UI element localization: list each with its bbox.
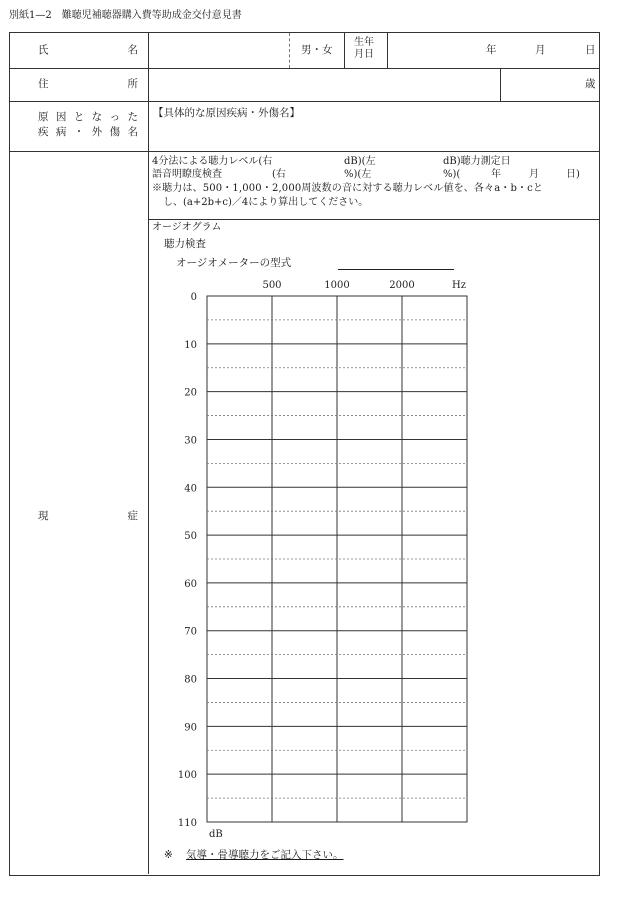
x-tick-label: 500 [262, 280, 282, 291]
y-tick-label: 110 [177, 818, 197, 829]
speech-date-open: %)( [443, 169, 461, 180]
audiometer-model-field[interactable] [338, 269, 454, 270]
y-tick-label: 80 [184, 674, 197, 686]
speech-test-label: 語音明瞭度検査 [152, 169, 222, 180]
cause-label-line1: 原 因 と な っ た [38, 111, 138, 123]
speech-day: 日) [566, 169, 580, 180]
x-tick-label: 1000 [324, 280, 350, 291]
speech-year: 年 [491, 169, 501, 180]
hearing-level-label: 4分法による聴力レベル(右 [152, 156, 273, 167]
audiogram-chart[interactable] [150, 272, 480, 842]
x-tick-label: 2000 [389, 280, 415, 291]
year-unit: 年 [486, 44, 497, 56]
audiogram-label: オージオグラム [152, 222, 222, 233]
hearing-date-label: dB)聴力測定日 [443, 156, 511, 167]
y-tick-label: 20 [184, 387, 197, 399]
y-tick-label: 60 [184, 578, 197, 590]
footer-note: 気導・骨導聴力をご記入下さい。 [186, 849, 344, 861]
dob-label-line2: 月日 [354, 49, 374, 60]
y-tick-label: 0 [190, 292, 197, 303]
dob-label-line1: 生年 [354, 37, 374, 48]
gender-select[interactable]: 男・女 [301, 44, 333, 56]
hearing-test-label: 聴力検査 [164, 238, 206, 250]
audiometer-model-label: オージオメーターの型式 [176, 257, 292, 269]
age-unit: 歳 [585, 78, 596, 90]
speech-right: (右 [272, 169, 286, 180]
current-symptoms-label: 現 症 [38, 510, 138, 522]
y-tick-label: 50 [184, 531, 197, 543]
speech-month: 月 [529, 169, 539, 180]
name-label: 氏 名 [38, 44, 138, 56]
footer-note-mark: ※ [164, 849, 173, 861]
y-tick-label: 100 [177, 770, 197, 782]
calc-note-line1: ※聴力は、500・1,000・2,000周波数の音に対する聴力レベル値を、各々a・b・cと [152, 183, 544, 194]
document-title: 別紙1—2 難聴児補聴器購入費等助成金交付意見書 [9, 10, 242, 21]
y-tick-label: 10 [184, 339, 197, 351]
y-tick-label: 70 [184, 626, 197, 638]
calc-note-line2: し、(a+2b+c)／4により算出してください。 [163, 197, 369, 208]
day-unit: 日 [585, 44, 596, 56]
x-unit-label: Hz [452, 280, 466, 291]
age-field[interactable] [503, 71, 583, 99]
y-tick-label: 40 [184, 483, 197, 495]
name-field[interactable] [150, 36, 286, 66]
y-tick-label: 90 [184, 722, 197, 734]
address-label: 住 所 [38, 78, 138, 90]
hearing-level-left: dB)(左 [344, 156, 376, 167]
address-field[interactable] [150, 71, 497, 99]
y-unit-label: dB [209, 829, 223, 840]
y-tick-label: 30 [184, 435, 197, 447]
month-unit: 月 [535, 44, 546, 56]
speech-left: %)(左 [344, 169, 372, 180]
cause-label-line2: 疾 病 ・ 外 傷 名 [38, 126, 138, 138]
cause-field[interactable]: 【具体的な原因疾病・外傷名】 [153, 107, 300, 119]
